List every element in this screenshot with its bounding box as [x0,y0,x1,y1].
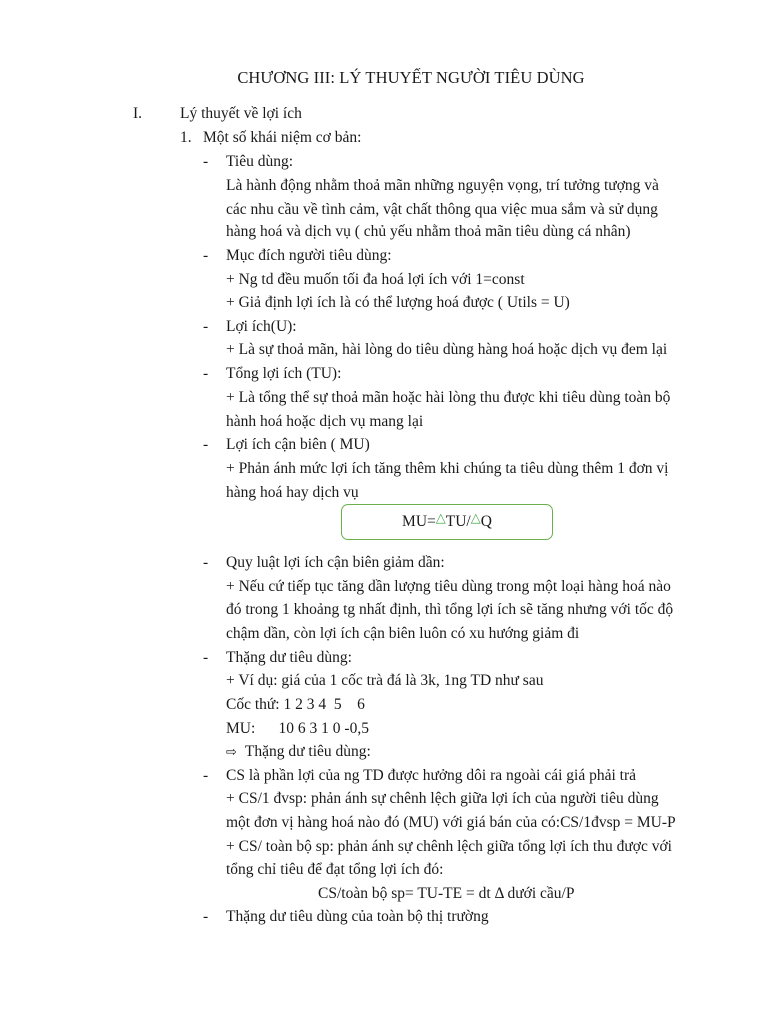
body-line: + CS/1 đvsp: phản ánh sự chênh lệch giữa lợi ích của người tiêu dùng [226,790,659,807]
arrow-right-icon: ⇨ [226,745,237,760]
bullet-title: Thặng dư tiêu dùng: [226,649,352,666]
body-line: hàng hoá hay dịch vụ [226,484,359,501]
formula-line: CS/toàn bộ sp= TU-TE = dt Δ dưới cầu/P [318,885,575,902]
arrow-line-text: Thặng dư tiêu dùng: [244,743,371,760]
body-line: + Là sự thoả mãn, hài lòng do tiêu dùng hàng hoá hoặc dịch vụ đem lại [226,341,668,358]
subsection-number: 1. [180,129,192,146]
bullet-dash: - [203,365,209,382]
chapter-title: CHƯƠNG III: LÝ THUYẾT NGƯỜI TIÊU DÙNG [237,68,585,87]
body-line: một đơn vị hàng hoá nào đó (MU) với giá bán của có:CS/1đvsp = MU-P [226,814,676,831]
formula-prefix: MU= [402,513,436,530]
bullet-title: Lợi ích(U): [226,318,297,335]
bullet-title: Thặng dư tiêu dùng của toàn bộ thị trường [226,908,489,925]
body-line: chậm dần, còn lợi ích cận biên luôn có xu hướng giảm đi [226,625,580,642]
bullet-title: Lợi ích cận biên ( MU) [226,436,370,453]
body-line: hành hoá hoặc dịch vụ mang lại [226,413,424,430]
body-line: hàng hoá và dịch vụ ( chủ yếu nhằm thoả mãn tiêu dùng cá nhân) [226,223,631,240]
arrow-line [226,742,371,763]
bullet-dash: - [203,908,209,925]
bullet-dash: - [203,318,209,335]
example-row-mu: MU: 10 6 3 1 0 -0,5 [226,720,369,737]
body-line: các nhu cầu về tình cảm, vật chất thông qua việc mua sắm và sử dụng [226,201,658,218]
body-line: + Nếu cứ tiếp tục tăng dần lượng tiêu dùng trong một loại hàng hoá nào [226,578,671,595]
section-heading: Lý thuyết về lợi ích [180,105,302,122]
bullet-dash: - [203,247,209,264]
bullet-dash: - [203,436,209,453]
section-number: I. [133,105,143,122]
body-line: tổng chỉ tiêu để đạt tổng lợi ích đó: [226,861,444,878]
bullet-title: Quy luật lợi ích cận biên giảm dần: [226,554,445,571]
body-line: + Là tổng thể sự thoả mãn hoặc hài lòng thu được khi tiêu dùng toàn bộ [226,389,671,406]
body-line: + Phản ánh mức lợi ích tăng thêm khi chúng ta tiêu dùng thêm 1 đơn vị [226,460,669,477]
bullet-dash: - [203,649,209,666]
formula-q: Q [480,513,492,530]
bullet-dash: - [203,767,209,784]
delta-icon: △ [435,510,446,526]
example-row-cup: Cốc thứ: 1 2 3 4 5 6 [226,696,365,713]
body-line: đó trong 1 khoảng tg nhất định, thì tổng lợi ích sẽ tăng nhưng với tốc độ [226,601,674,618]
bullet-dash: - [203,554,209,571]
bullet-title: Mục đích người tiêu dùng: [226,247,392,264]
bullet-title: Tổng lợi ích (TU): [226,365,342,382]
bullet-title: CS là phần lợi của ng TD được hưởng dôi ra ngoài cái giá phải trả [226,767,636,784]
subsection-heading: Một số khái niệm cơ bản: [203,129,362,146]
body-line: + Ví dụ: giá của 1 cốc trà đá là 3k, 1ng TD như sau [226,672,544,689]
bullet-title: Tiêu dùng: [226,153,294,170]
delta-icon: △ [470,510,481,526]
body-line: + CS/ toàn bộ sp: phản ánh sự chênh lệch giữa tổng lợi ích thu được với [226,838,672,855]
formula-tu: TU/ [445,513,471,530]
formula-box [341,504,553,540]
body-line: + Giả định lợi ích là có thể lượng hoá được ( Utils = U) [226,294,570,311]
body-line: + Ng td đều muốn tối đa hoá lợi ích với 1=const [226,271,525,288]
body-line: Là hành động nhằm thoả mãn những nguyện vọng, trí tưởng tượng và [226,177,659,194]
bullet-dash: - [203,153,209,170]
